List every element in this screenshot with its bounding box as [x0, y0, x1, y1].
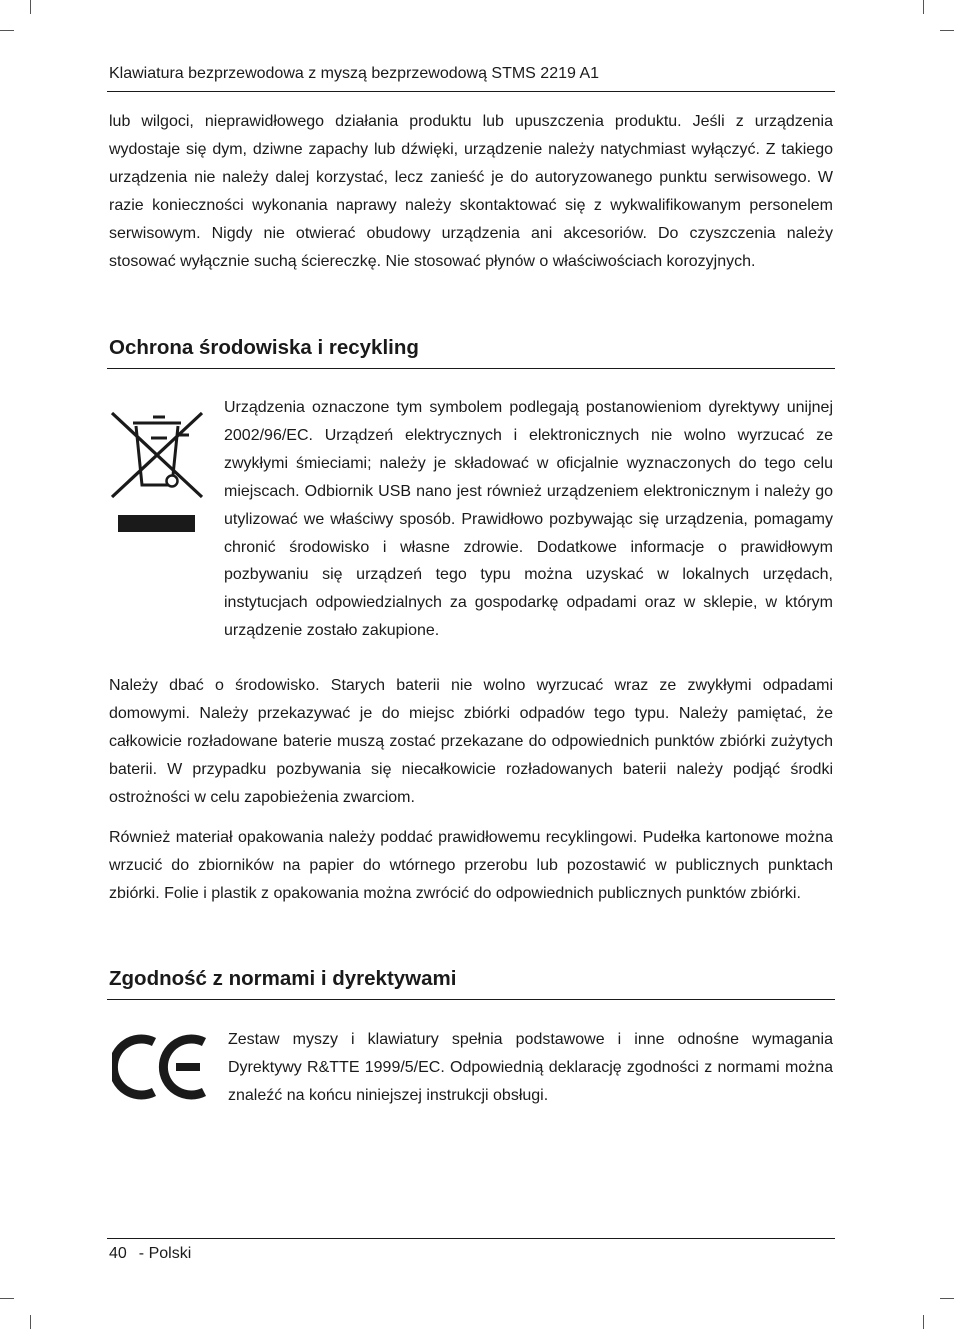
crop-mark — [940, 30, 954, 31]
crop-mark — [30, 0, 31, 14]
crop-mark — [923, 1315, 924, 1329]
page-footer — [109, 1243, 191, 1265]
battery-paragraph: Należy dbać o środowisko. Starych baterii nie wolno wyrzucać wraz ze zwykłymi odpadami domowymi. Należy przekazywać je do miejsc zbiórki odpadów tego typu. Należy pamiętać, że całkowicie rozładowane baterie muszą zostać przekazane do odpowiednich punktów zbiórki zużytych baterii. W przypadku pozbywania się niecałkowicie rozładowanych baterii należy podjąć środki ostrożności w celu zapobieżenia zwarciom. — [109, 677, 833, 806]
ce-paragraph: Zestaw myszy i klawiatury spełnia podstawowe i inne odnośne wymagania Dyrektywy R&TTE 1999/5/EC. Odpowiednią deklarację zgodności z normami można znaleźć na końcu niniejszej instrukcji obsługi. — [228, 1031, 833, 1104]
crop-mark — [30, 1315, 31, 1329]
crop-mark — [940, 1298, 954, 1299]
page-number: 40 — [109, 1245, 127, 1262]
intro-paragraph: lub wilgoci, nieprawidłowego działania produktu lub upuszczenia produktu. Jeśli z urządzenia wydostaje się dym, dziwne zapachy lub dźwięki, urządzenie należy natychmiast wyłączyć. Z takiego urządzenia nie należy dalej korzystać, lecz zanieść je do autoryzowanego punktu serwisowego. W razie konieczności wykonania naprawy należy skontaktować się z wykwalifikowanym personelem serwisowym. Nigdy nie otwierać obudowy urządzenia ani akcesoriów. Do czyszczenia należy stosować wyłącznie suchą ściereczkę. Nie stosować płynów o właściwościach korozyjnych. — [109, 113, 833, 270]
section-rule — [107, 999, 835, 1000]
ce-mark-icon — [112, 1034, 208, 1100]
section-heading-conformity: Zgodność z normami i dyrektywami — [109, 967, 457, 990]
crop-mark — [0, 30, 14, 31]
crop-mark — [0, 1298, 14, 1299]
crossed-out-wheelie-bin-icon — [109, 405, 205, 535]
crop-mark — [923, 0, 924, 14]
section-heading-environment: Ochrona środowiska i recykling — [109, 336, 419, 359]
packaging-paragraph: Również materiał opakowania należy poddać prawidłowemu recyklingowi. Pudełka kartonowe można wrzucić do zbiorników na papier do wtórnego przerobu lub pozostawić w publicznych punktach zbiórki. Folie i plastik z opakowania można zwrócić do odpowiednich publicznych punktów zbiórki. — [109, 829, 833, 902]
header-rule — [107, 91, 835, 92]
footer-rule — [107, 1238, 835, 1239]
section-rule — [107, 368, 835, 369]
weee-paragraph: Urządzenia oznaczone tym symbolem podlegają postanowieniom dyrektywy unijnej 2002/96/EC. Urządzeń elektrycznych i elektronicznych nie wolno wyrzucać ze zwykłymi śmieciami; należy je składować w oficjalnie wyznaczonych do tego celu miejscach. Odbiornik USB nano jest również urządzeniem elektronicznym i należy go utylizować we właściwy sposób. Prawidłowo pozbywając się urządzenia, pomagamy chronić środowisko i własne zdrowie. Dodatkowe informacje o prawidłowym pozbywaniu się urządzeń tego typu można uzyskać w lokalnych urzędach, instytucjach odpowiedzialnych za gospodarkę odpadami oraz w sklepie, w którym urządzenie zostało zakupione. — [224, 399, 833, 640]
footer-language: - Polski — [138, 1245, 192, 1262]
page-header-title: Klawiatura bezprzewodowa z myszą bezprzewodową STMS 2219 A1 — [109, 65, 600, 82]
